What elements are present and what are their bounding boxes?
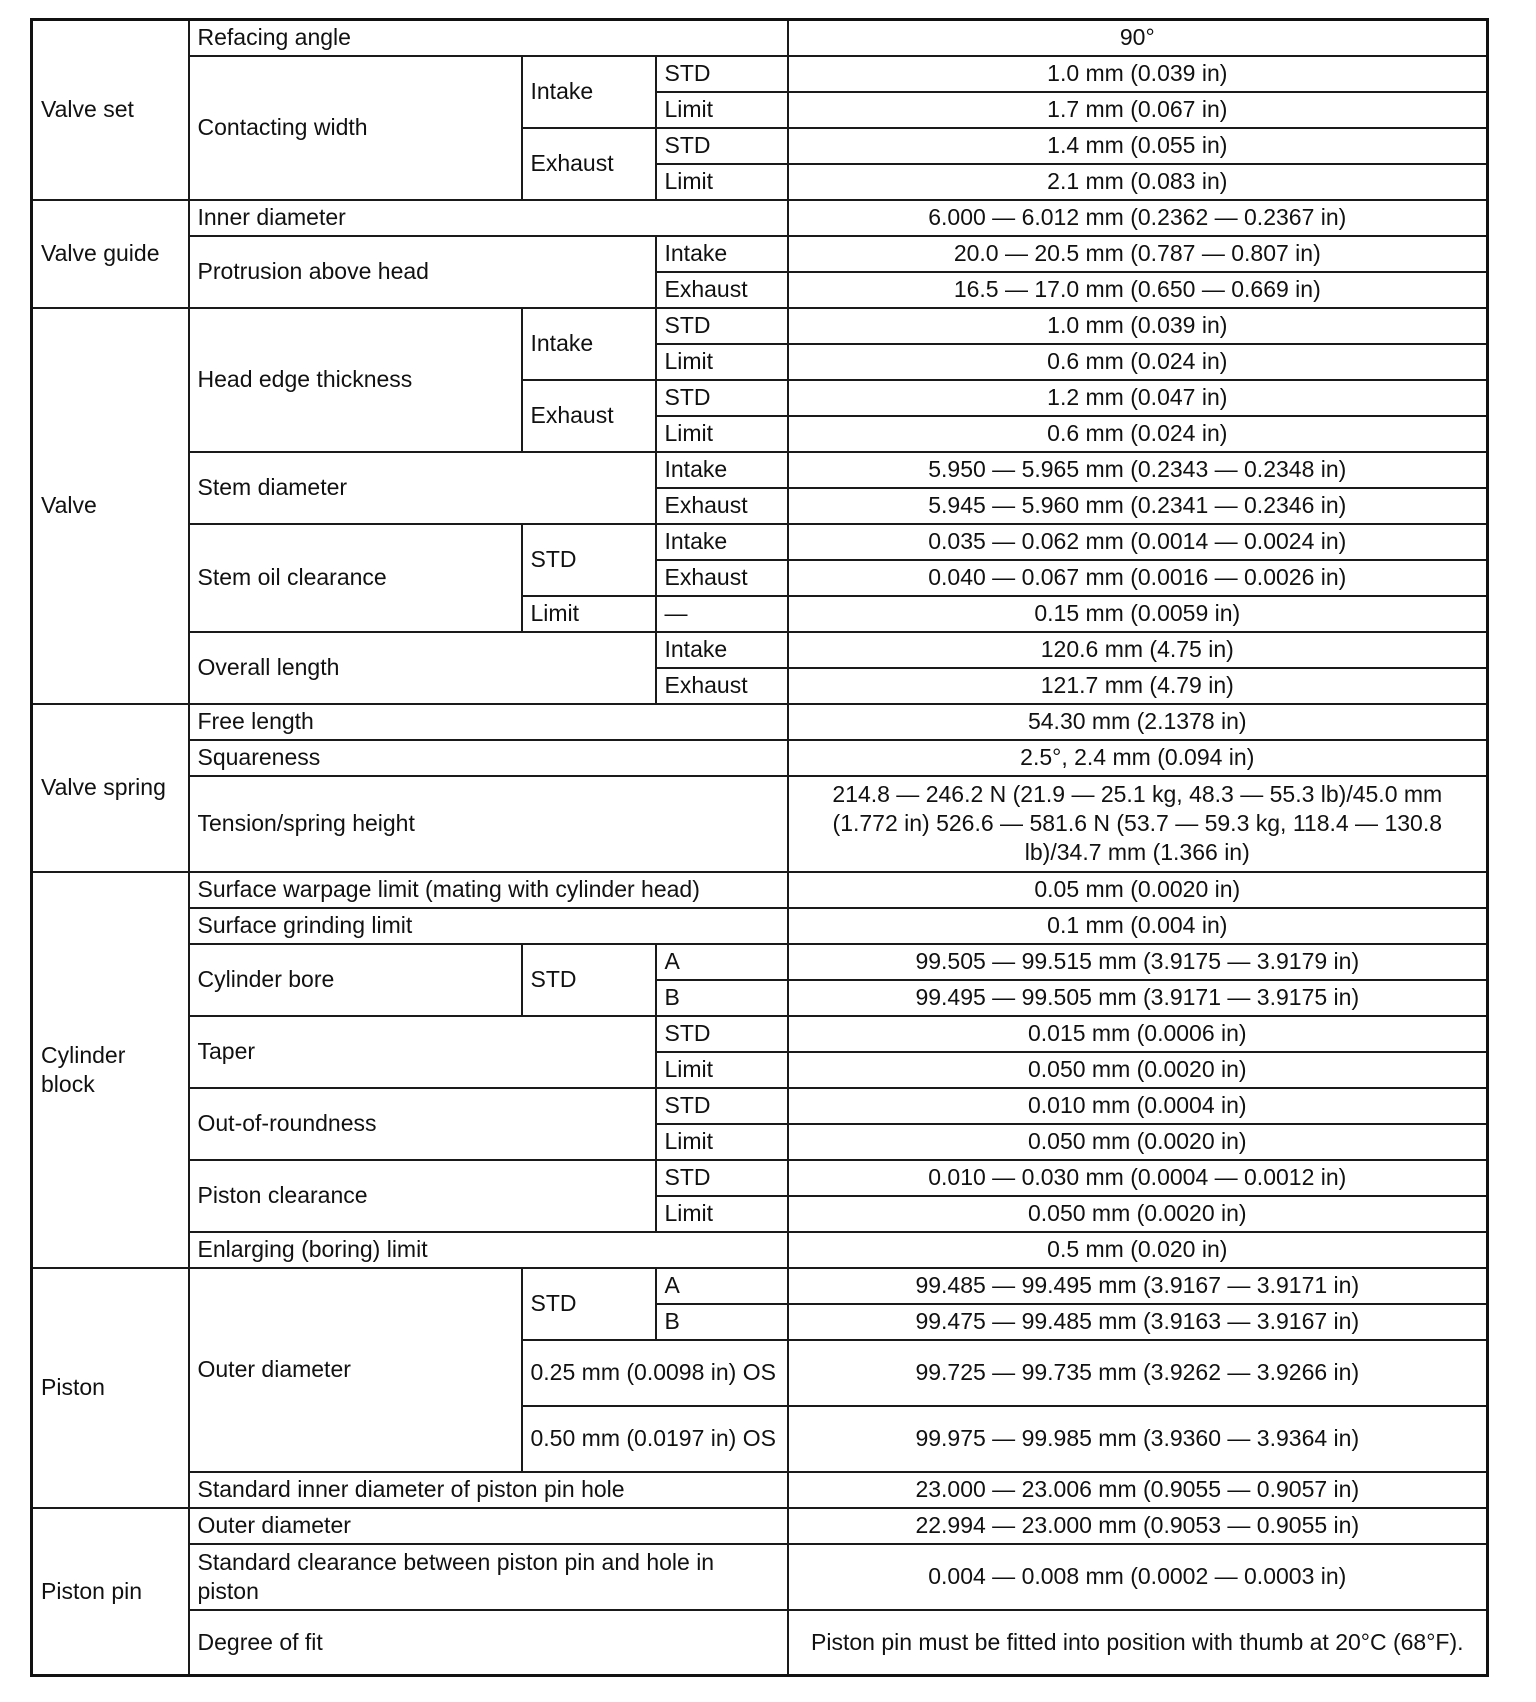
item-value: 23.000 — 23.006 mm (0.9055 — 0.9057 in) xyxy=(788,1472,1488,1508)
cond-label: Intake xyxy=(656,632,788,668)
item-value: 0.010 — 0.030 mm (0.0004 — 0.0012 in) xyxy=(788,1160,1488,1196)
item-label: Outer diameter xyxy=(189,1268,522,1472)
section-label: Valve guide xyxy=(32,200,189,308)
item-value: 16.5 — 17.0 mm (0.650 — 0.669 in) xyxy=(788,272,1488,308)
item-value: 0.040 — 0.067 mm (0.0016 — 0.0026 in) xyxy=(788,560,1488,596)
cond-label: Intake xyxy=(656,452,788,488)
section-label: Piston pin xyxy=(32,1508,189,1676)
item-label: Surface grinding limit xyxy=(189,908,788,944)
table-row xyxy=(32,1472,1488,1508)
item-value: 2.1 mm (0.083 in) xyxy=(788,164,1488,200)
section-label: Valve set xyxy=(32,20,189,200)
item-value: Piston pin must be fitted into position with thumb at 20°C (68°F). xyxy=(788,1610,1488,1676)
cond-label: Exhaust xyxy=(656,488,788,524)
item-label: Degree of fit xyxy=(189,1610,788,1676)
cond-label: STD xyxy=(656,380,788,416)
cond-label: Limit xyxy=(656,1052,788,1088)
item-value: 90° xyxy=(788,20,1488,56)
cond-label: STD xyxy=(656,1160,788,1196)
cond-label: A xyxy=(656,944,788,980)
item-value: 0.6 mm (0.024 in) xyxy=(788,416,1488,452)
item-value: 5.945 — 5.960 mm (0.2341 — 0.2346 in) xyxy=(788,488,1488,524)
item-value: 99.725 — 99.735 mm (3.9262 — 3.9266 in) xyxy=(788,1340,1488,1406)
table-row xyxy=(32,1016,1488,1052)
sub-label: STD xyxy=(522,1268,656,1340)
sub-label: STD xyxy=(522,524,656,596)
cond-label: Exhaust xyxy=(656,272,788,308)
item-value: 99.495 — 99.505 mm (3.9171 — 3.9175 in) xyxy=(788,980,1488,1016)
table-row xyxy=(32,1268,1488,1304)
section-label: Valve spring xyxy=(32,704,189,872)
sub-label: Exhaust xyxy=(522,128,656,200)
cond-label: Exhaust xyxy=(656,560,788,596)
item-value: 6.000 — 6.012 mm (0.2362 — 0.2367 in) xyxy=(788,200,1488,236)
item-label: Free length xyxy=(189,704,788,740)
table-row xyxy=(32,1544,1488,1610)
item-value: 99.485 — 99.495 mm (3.9167 — 3.9171 in) xyxy=(788,1268,1488,1304)
item-label: Stem diameter xyxy=(189,452,656,524)
item-value: 1.0 mm (0.039 in) xyxy=(788,308,1488,344)
spec-table xyxy=(30,18,1489,1677)
cond-label: STD xyxy=(656,128,788,164)
item-value: 1.7 mm (0.067 in) xyxy=(788,92,1488,128)
cond-label: Exhaust xyxy=(656,668,788,704)
table-row xyxy=(32,704,1488,740)
item-label: Standard clearance between piston pin and hole in piston xyxy=(189,1544,788,1610)
table-row xyxy=(32,872,1488,908)
item-value: 0.15 mm (0.0059 in) xyxy=(788,596,1488,632)
item-label: Piston clearance xyxy=(189,1160,656,1232)
item-value: 20.0 — 20.5 mm (0.787 — 0.807 in) xyxy=(788,236,1488,272)
table-row xyxy=(32,524,1488,560)
section-label: Piston xyxy=(32,1268,189,1508)
table-row xyxy=(32,308,1488,344)
item-label: Outer diameter xyxy=(189,1508,788,1544)
table-row xyxy=(32,236,1488,272)
item-value: 0.035 — 0.062 mm (0.0014 — 0.0024 in) xyxy=(788,524,1488,560)
cond-label: Limit xyxy=(656,164,788,200)
item-label: Refacing angle xyxy=(189,20,788,56)
cond-label: Limit xyxy=(656,92,788,128)
cond-label: STD xyxy=(656,1088,788,1124)
cond-label: Intake xyxy=(656,236,788,272)
item-value: 1.4 mm (0.055 in) xyxy=(788,128,1488,164)
item-value: 214.8 — 246.2 N (21.9 — 25.1 kg, 48.3 — 55.3 lb)/45.0 mm (1.772 in) 526.6 — 581.6 N (53.7 — 59.3 kg, 118.4 — 130.8 lb)/34.7 mm (1.366 in) xyxy=(788,776,1488,872)
item-label: Stem oil clearance xyxy=(189,524,522,632)
sub-label: Intake xyxy=(522,308,656,380)
table-row xyxy=(32,740,1488,776)
item-value: 0.050 mm (0.0020 in) xyxy=(788,1196,1488,1232)
sub-label: Intake xyxy=(522,56,656,128)
table-row xyxy=(32,1610,1488,1676)
item-label: Overall length xyxy=(189,632,656,704)
sub-label: Exhaust xyxy=(522,380,656,452)
sub-label: 0.50 mm (0.0197 in) OS xyxy=(522,1406,788,1472)
cond-label: STD xyxy=(656,1016,788,1052)
item-value: 0.05 mm (0.0020 in) xyxy=(788,872,1488,908)
item-value: 120.6 mm (4.75 in) xyxy=(788,632,1488,668)
table-row xyxy=(32,1508,1488,1544)
table-row xyxy=(32,776,1488,872)
item-label: Contacting width xyxy=(189,56,522,200)
cond-label: STD xyxy=(656,56,788,92)
table-row xyxy=(32,452,1488,488)
item-value: 0.6 mm (0.024 in) xyxy=(788,344,1488,380)
item-value: 1.2 mm (0.047 in) xyxy=(788,380,1488,416)
item-label: Out-of-roundness xyxy=(189,1088,656,1160)
item-value: 0.050 mm (0.0020 in) xyxy=(788,1124,1488,1160)
table-row xyxy=(32,632,1488,668)
item-value: 22.994 — 23.000 mm (0.9053 — 0.9055 in) xyxy=(788,1508,1488,1544)
cond-label: Limit xyxy=(656,344,788,380)
cond-label: Limit xyxy=(656,1196,788,1232)
item-value: 99.975 — 99.985 mm (3.9360 — 3.9364 in) xyxy=(788,1406,1488,1472)
spec-sheet xyxy=(30,18,1489,1677)
table-row xyxy=(32,908,1488,944)
cond-label: STD xyxy=(656,308,788,344)
item-value: 2.5°, 2.4 mm (0.094 in) xyxy=(788,740,1488,776)
item-label: Taper xyxy=(189,1016,656,1088)
cond-label: B xyxy=(656,1304,788,1340)
item-value: 0.015 mm (0.0006 in) xyxy=(788,1016,1488,1052)
section-label: Cylinder block xyxy=(32,872,189,1268)
cond-label: Limit xyxy=(656,416,788,452)
table-row xyxy=(32,56,1488,92)
table-row xyxy=(32,1232,1488,1268)
table-row xyxy=(32,1088,1488,1124)
item-value: 0.010 mm (0.0004 in) xyxy=(788,1088,1488,1124)
item-label: Enlarging (boring) limit xyxy=(189,1232,788,1268)
section-label: Valve xyxy=(32,308,189,704)
sub-label: 0.25 mm (0.0098 in) OS xyxy=(522,1340,788,1406)
table-row xyxy=(32,200,1488,236)
item-value: 54.30 mm (2.1378 in) xyxy=(788,704,1488,740)
item-value: 0.050 mm (0.0020 in) xyxy=(788,1052,1488,1088)
item-value: 121.7 mm (4.79 in) xyxy=(788,668,1488,704)
item-value: 0.1 mm (0.004 in) xyxy=(788,908,1488,944)
cond-label: B xyxy=(656,980,788,1016)
item-label: Head edge thickness xyxy=(189,308,522,452)
item-label: Surface warpage limit (mating with cylinder head) xyxy=(189,872,788,908)
item-value: 0.004 — 0.008 mm (0.0002 — 0.0003 in) xyxy=(788,1544,1488,1610)
item-label: Standard inner diameter of piston pin hole xyxy=(189,1472,788,1508)
cond-label: Intake xyxy=(656,524,788,560)
item-value: 5.950 — 5.965 mm (0.2343 — 0.2348 in) xyxy=(788,452,1488,488)
sub-label: Limit xyxy=(522,596,656,632)
item-value: 99.475 — 99.485 mm (3.9163 — 3.9167 in) xyxy=(788,1304,1488,1340)
item-label: Squareness xyxy=(189,740,788,776)
cond-label: — xyxy=(656,596,788,632)
item-label: Tension/spring height xyxy=(189,776,788,872)
table-row xyxy=(32,20,1488,56)
item-label: Inner diameter xyxy=(189,200,788,236)
item-value: 0.5 mm (0.020 in) xyxy=(788,1232,1488,1268)
sub-label: STD xyxy=(522,944,656,1016)
cond-label: Limit xyxy=(656,1124,788,1160)
cond-label: A xyxy=(656,1268,788,1304)
item-label: Cylinder bore xyxy=(189,944,522,1016)
table-row xyxy=(32,1160,1488,1196)
item-value: 1.0 mm (0.039 in) xyxy=(788,56,1488,92)
table-row xyxy=(32,944,1488,980)
item-label: Protrusion above head xyxy=(189,236,656,308)
item-value: 99.505 — 99.515 mm (3.9175 — 3.9179 in) xyxy=(788,944,1488,980)
